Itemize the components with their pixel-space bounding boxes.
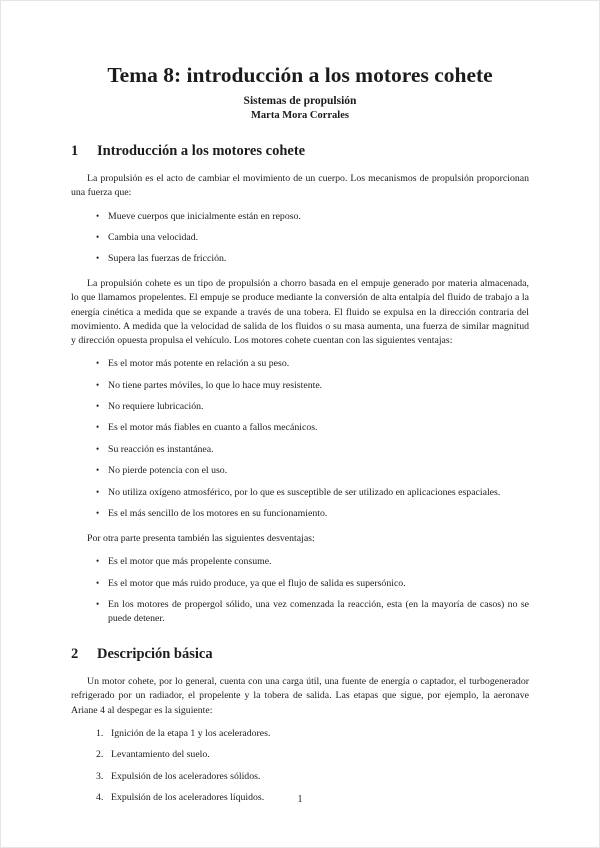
item-number: 4. <box>96 792 104 804</box>
section-introduction <box>71 143 529 626</box>
bullet-item <box>96 400 529 414</box>
numbered-item <box>96 770 529 784</box>
paragraph: La propulsión es el acto de cambiar el movimiento de un cuerpo. Los mecanismos de propulsión proporcionan una fuerza que: <box>71 173 529 199</box>
bullet-icon: • <box>96 401 100 412</box>
bullet-item <box>96 443 529 457</box>
paragraph: Por otra parte presenta también las siguientes desventajas: <box>87 533 315 544</box>
bullet-icon: • <box>96 253 100 264</box>
bullet-item <box>96 421 529 435</box>
bullet-icon: • <box>96 465 100 476</box>
bullet-item <box>96 464 529 478</box>
document-subtitle: Sistemas de propulsión <box>243 94 357 107</box>
bullet-item <box>96 598 529 626</box>
bullet-icon: • <box>96 443 100 454</box>
item-text: Es el motor más potente en relación a su peso. <box>108 358 290 370</box>
bullet-item <box>96 486 529 500</box>
item-text: No requiere lubricación. <box>108 401 204 413</box>
bullet-icon: • <box>96 556 100 567</box>
bullet-icon: • <box>96 577 100 588</box>
item-number: 2. <box>96 749 104 761</box>
page-number: 1 <box>297 794 303 805</box>
bullet-item <box>96 577 529 591</box>
bullet-icon: • <box>96 599 100 610</box>
item-text: No utiliza oxígeno atmosférico, por lo que es susceptible de ser utilizado en aplicaciones espaciales. <box>108 486 501 498</box>
item-text: Ignición de la etapa 1 y los aceleradores. <box>111 727 271 739</box>
bullet-item <box>96 231 529 245</box>
section-number: 2 <box>71 645 79 662</box>
bullet-item <box>96 555 529 569</box>
bullet-item <box>96 252 529 266</box>
item-text: Expulsión de los aceleradores líquidos. <box>111 792 265 804</box>
numbered-item <box>96 748 529 762</box>
item-text: Cambia una velocidad. <box>108 231 199 243</box>
item-text: Es el motor que más ruido produce, ya que el flujo de salida es supersónico. <box>108 577 406 589</box>
item-number: 3. <box>96 770 104 782</box>
section-title: Descripción básica <box>97 645 213 662</box>
item-text: No tiene partes móviles, lo que lo hace muy resistente. <box>108 379 323 391</box>
section-title: Introducción a los motores cohete <box>97 142 306 159</box>
bullet-icon: • <box>96 231 100 242</box>
section-basic-description <box>71 646 529 805</box>
item-text: Supera las fuerzas de fricción. <box>108 253 227 265</box>
item-text: Es el motor más fiables en cuanto a fallos mecánicos. <box>108 422 318 434</box>
section-2-heading <box>71 646 529 663</box>
bullet-icon: • <box>96 358 100 369</box>
bullet-list <box>71 210 529 267</box>
document-header <box>71 63 529 121</box>
paragraph: La propulsión cohete es un tipo de propulsión a chorro basada en el empuje generado por materia almacenada, lo que llamamos propelentes. El empuje se produce mediante la conversión de alta entalpía del fluido de trabajo a la energía cinética a medida que se expande a través de una tobera. El fluido se expulsa en la dirección contraria del movimiento. A medida que la velocidad de salida de los fluidos o su masa aumenta, una fuerza de similar magnitud y dirección opuesta propulsa el vehículo. Los motores cohete cuentan con las siguientes ventajas: <box>71 278 529 347</box>
numbered-item <box>96 727 529 741</box>
item-text: Es el motor que más propelente consume. <box>108 556 272 568</box>
bullet-list <box>71 357 529 521</box>
bullet-item <box>96 379 529 393</box>
bullet-item <box>96 210 529 224</box>
bullet-icon: • <box>96 379 100 390</box>
bullet-list <box>71 555 529 626</box>
item-text: Levantamiento del suelo. <box>111 749 210 761</box>
item-number: 1. <box>96 727 104 739</box>
document-author: Marta Mora Corrales <box>251 109 349 121</box>
item-text: En los motores de propergol sólido, una vez comenzada la reacción, esta (en la mayoría de casos) no se puede detener. <box>108 599 529 624</box>
bullet-item <box>96 507 529 521</box>
item-text: No pierde potencia con el uso. <box>108 465 228 477</box>
bullet-icon: • <box>96 210 100 221</box>
item-text: Su reacción es instantánea. <box>108 443 214 455</box>
bullet-icon: • <box>96 422 100 433</box>
paragraph: Un motor cohete, por lo general, cuenta con una carga útil, una fuente de energía o captador, el turbogenerador refrigerado por un radiador, el propelente y la tobera de salida. Las etapas que sigue, por ejemplo, la aeronave Ariane 4 al despegar es la siguiente: <box>71 676 529 716</box>
document-title: Tema 8: introducción a los motores cohete <box>107 63 493 87</box>
item-text: Mueve cuerpos que inicialmente están en reposo. <box>108 210 301 222</box>
section-1-heading <box>71 143 529 160</box>
item-text: Es el más sencillo de los motores en su funcionamiento. <box>108 508 328 520</box>
bullet-icon: • <box>96 486 100 497</box>
section-number: 1 <box>71 142 79 159</box>
bullet-icon: • <box>96 508 100 519</box>
bullet-item <box>96 357 529 371</box>
item-text: Expulsión de los aceleradores sólidos. <box>111 770 261 782</box>
